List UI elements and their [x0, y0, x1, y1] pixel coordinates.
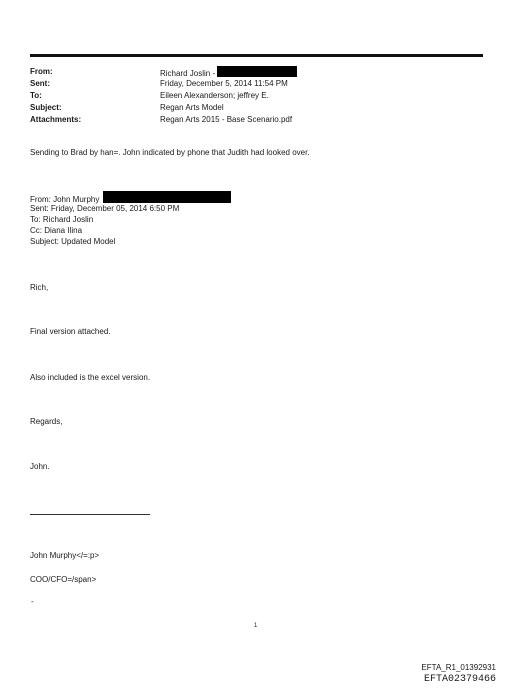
bates-number-primary: EFTA_R1_01392931	[421, 663, 496, 672]
forwarded-sent: Sent: Friday, December 05, 2014 6:50 PM	[30, 204, 180, 213]
to-label: To:	[30, 91, 42, 100]
body-closing: Regards,	[30, 417, 63, 426]
signature-name: John Murphy</=:p>	[30, 551, 100, 560]
to-value: Eileen Alexanderson; jeffrey E.	[160, 91, 269, 100]
bates-number-secondary: EFTA02379466	[423, 674, 496, 685]
attachments-value: Regan Arts 2015 - Base Scenario.pdf	[160, 115, 293, 124]
body-signoff: John.	[30, 462, 50, 471]
header-rule	[30, 54, 483, 57]
body-line-2: Also included is the excel version.	[30, 373, 151, 382]
subject-value: Regan Arts Model	[160, 103, 224, 112]
redaction-box	[103, 191, 231, 203]
forwarded-cc: Cc: Diana Ilina	[30, 226, 83, 235]
body-line-1: Final version attached.	[30, 327, 111, 336]
from-label: From:	[30, 67, 53, 76]
signature-trailing: -	[31, 597, 34, 606]
sent-value: Friday, December 5, 2014 11:54 PM	[160, 79, 288, 88]
from-name: Richard Joslin -	[160, 69, 216, 78]
forwarded-from-text: From: John Murphy	[30, 195, 100, 204]
signature-title: COO/CFO=/span>	[30, 575, 97, 584]
intro-text: Sending to Brad by han=. John indicated by phone that Judith had looked over.	[30, 148, 310, 157]
page-number: 1	[254, 623, 258, 629]
subject-label: Subject:	[30, 103, 62, 112]
redaction-box	[217, 66, 297, 77]
signature-rule	[30, 514, 150, 515]
forwarded-to: To: Richard Joslin	[30, 215, 94, 224]
forwarded-subject: Subject: Updated Model	[30, 237, 116, 246]
attachments-label: Attachments:	[30, 115, 82, 124]
sent-label: Sent:	[30, 79, 50, 88]
body-greeting: Rich,	[30, 283, 49, 292]
